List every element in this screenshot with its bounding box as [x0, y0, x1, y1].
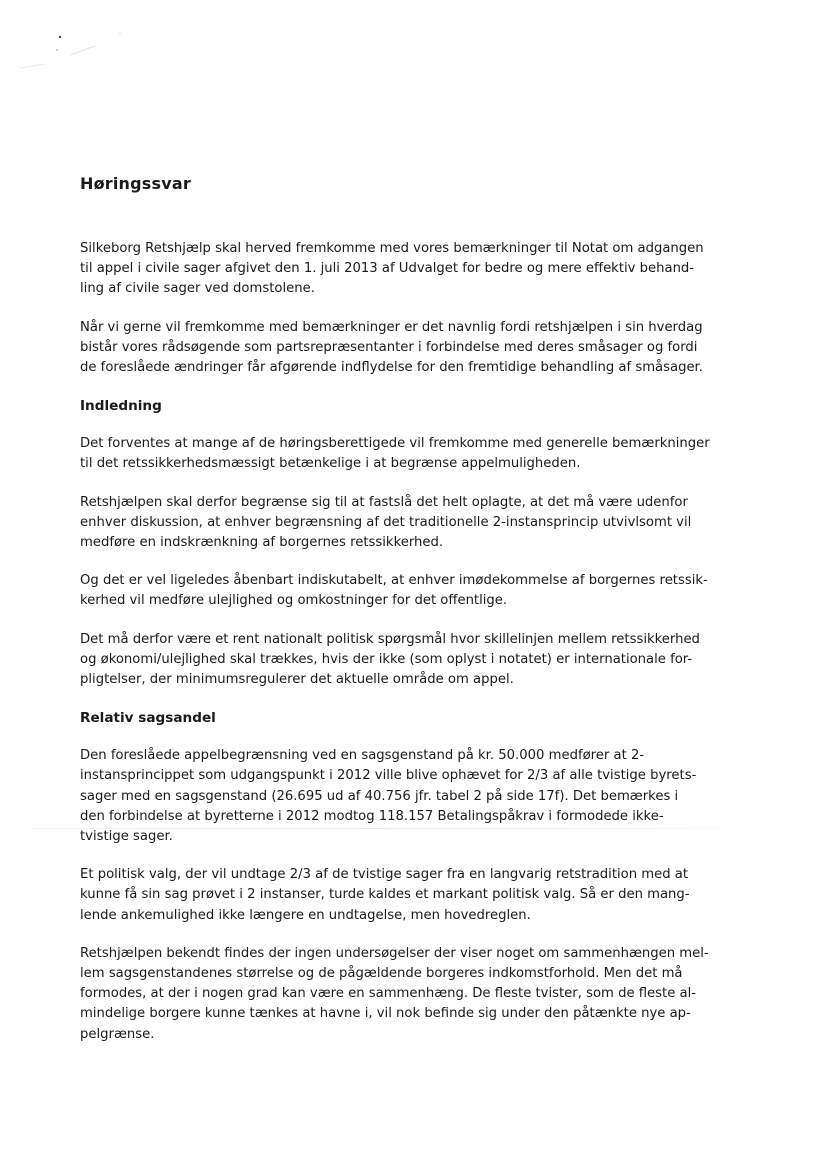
section-heading-indledning: Indledning: [80, 398, 162, 415]
text-line: kerhed vil medføre ulejlighed og omkostninger for det offentlige.: [80, 593, 508, 609]
text-line: pligtelser, der minimumsregulerer det aktuelle område om appel.: [80, 672, 514, 688]
text-line: Retshjælpen bekendt findes der ingen undersøgelser der viser noget om sammenhængen mel-: [80, 945, 709, 961]
text-line: og økonomi/ulejlighed skal trækkes, hvis der ikke (som oplyst i notatet) er internationale for-: [80, 651, 693, 667]
text-line: mindelige borgere kunne tænkes at havne i, vil nok befinde sig under den påtænkte nye ap-: [80, 1006, 691, 1022]
text-line: Et politisk valg, der vil undtage 2/3 af de tvistige sager fra en langvarig retstradition med at: [80, 867, 689, 883]
text-line: tvistige sager.: [80, 829, 173, 845]
section-heading-relativ-sagsandel: Relativ sagsandel: [80, 710, 216, 727]
text-line: sager med en sagsgenstand (26.695 ud af 40.756 jfr. tabel 2 på side 17f). Det bemærkes i: [80, 788, 679, 804]
text-line: Det må derfor være et rent nationalt politisk spørgsmål hvor skillelinjen mellem retssikkerhed: [80, 631, 700, 647]
paragraph-introduction: [80, 239, 752, 300]
text-line: den forbindelse at byretterne i 2012 modtog 118.157 Betalingspåkrav i formodede ikke-: [80, 808, 664, 824]
text-line: de foreslåede ændringer får afgørende indflydelse for den fremtidige behandling af småsager.: [80, 360, 703, 376]
text-line: lende ankemulighed ikke længere en undtagelse, men hovedreglen.: [80, 907, 531, 923]
paragraph-appeal-limit: [80, 746, 752, 847]
text-line: Det forventes at mange af de høringsberettigede vil fremkomme med generelle bemærkninger: [80, 436, 710, 452]
text-line: ling af civile sager ved domstolene.: [80, 281, 315, 297]
paragraph-limitation: [80, 493, 752, 554]
paragraph-political-question: [80, 630, 752, 691]
paragraph-expectation: [80, 434, 752, 474]
text-line: Når vi gerne vil fremkomme med bemærkninger er det navnlig fordi retshjælpen i sin hverdag: [80, 319, 703, 335]
text-line: Og det er vel ligeledes åbenbart indiskutabelt, at enhver imødekommelse af borgernes retssik-: [80, 573, 708, 589]
text-line: Den foreslåede appelbegrænsning ved en sagsgenstand på kr. 50.000 medfører at 2-: [80, 748, 645, 764]
paragraph-costs: [80, 571, 752, 611]
text-line: bistår vores rådsøgende som partsrepræsentanter i forbindelse med deres småsager og fordi: [80, 339, 698, 355]
text-line: enhver diskussion, at enhver begrænsning af det traditionelle 2-instansprincip utvivlsomt vil: [80, 514, 692, 530]
document-title: Høringssvar: [80, 174, 191, 193]
text-line: formodes, at der i nogen grad kan være en sammenhæng. De fleste tvister, som de fleste al-: [80, 986, 697, 1002]
text-line: til appel i civile sager afgivet den 1. juli 2013 af Udvalget for bedre og mere effektiv behand-: [80, 261, 695, 277]
text-line: pelgrænse.: [80, 1026, 155, 1042]
text-line: instansprincippet som udgangspunkt i 2012 ville blive ophævet for 2/3 af alle tvistige byrets-: [80, 768, 697, 784]
text-line: medføre en indskrænkning af borgernes retssikkerhed.: [80, 535, 444, 551]
scan-specks-decoration: [0, 0, 200, 90]
paragraph-income-relation: [80, 944, 752, 1045]
text-line: lem sagsgenstandenes størrelse og de pågældende borgeres indkomstforhold. Men det må: [80, 966, 683, 982]
text-line: kunne få sin sag prøvet i 2 instanser, turde kaldes et markant politisk valg. Så er den mang-: [80, 887, 690, 903]
text-line: Retshjælpen skal derfor begrænse sig til at fastslå det helt oplagte, at det må være udenfor: [80, 494, 688, 510]
text-line: til det retssikkerhedsmæssigt betænkelige i at begrænse appelmuligheden.: [80, 456, 581, 472]
paragraph-reason: [80, 318, 752, 379]
paragraph-political-choice: [80, 865, 752, 926]
document-body: [80, 171, 752, 1063]
text-line: Silkeborg Retshjælp skal herved fremkomme med vores bemærkninger til Notat om adgangen: [80, 241, 704, 256]
